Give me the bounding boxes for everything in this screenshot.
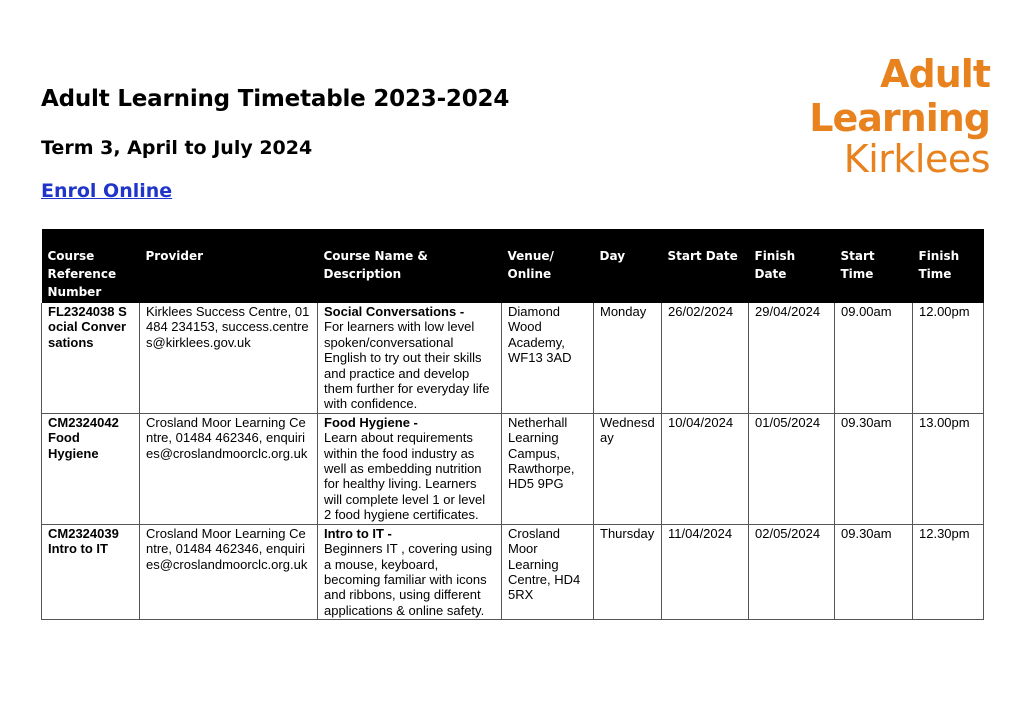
provider: Kirklees Success Centre, 01484 234153, success.centres@kirklees.gov.uk (140, 303, 318, 413)
start-time: 09.30am (835, 524, 913, 619)
day: Monday (594, 303, 662, 413)
adult-learning-kirklees-logo (690, 52, 990, 181)
finish-date: 29/04/2024 (749, 303, 835, 413)
course-description: For learners with low level spoken/conversational English to try out their skills and practice and develop them further for everyday life with confidence. (324, 319, 490, 412)
course-cell (318, 524, 502, 619)
col-finish-time: Finish Time (913, 229, 984, 303)
venue: Crosland Moor Learning Centre, HD4 5RX (502, 524, 594, 619)
day: Thursday (594, 524, 662, 619)
finish-date: 01/05/2024 (749, 413, 835, 524)
course-ref: CM2324039 Intro to IT (42, 524, 140, 619)
col-venue: Venue/ Online (502, 229, 594, 303)
col-course-name: Course Name & Description (318, 229, 502, 303)
col-start-time: Start Time (835, 229, 913, 303)
start-time: 09.00am (835, 303, 913, 413)
start-date: 10/04/2024 (662, 413, 749, 524)
table-row (42, 524, 984, 619)
course-cell (318, 303, 502, 413)
start-date: 11/04/2024 (662, 524, 749, 619)
finish-time: 12.30pm (913, 524, 984, 619)
venue: Diamond Wood Academy, WF13 3AD (502, 303, 594, 413)
col-provider: Provider (140, 229, 318, 303)
provider: Crosland Moor Learning Centre, 01484 462346, enquiries@croslandmoorclc.org.uk (140, 524, 318, 619)
col-day: Day (594, 229, 662, 303)
finish-time: 12.00pm (913, 303, 984, 413)
col-course-ref: Course Reference Number (42, 229, 140, 303)
course-description: Beginners IT , covering using a mouse, keyboard, becoming familiar with icons and ribbons, using different applications & online safety. (324, 541, 493, 618)
course-name: Food Hygiene - (324, 414, 418, 430)
finish-time: 13.00pm (913, 413, 984, 524)
course-cell (318, 413, 502, 524)
course-ref: FL2324038 Social Conversations (42, 303, 140, 413)
course-name: Social Conversations - (324, 304, 465, 319)
timetable (41, 229, 984, 620)
course-ref: CM2324042 Food Hygiene (42, 413, 140, 524)
header-row (42, 229, 984, 303)
logo-line-1: Adult Learning (809, 52, 990, 140)
table-row (42, 413, 984, 524)
col-start-date: Start Date (662, 229, 749, 303)
table-row (42, 303, 984, 413)
col-finish-date: Finish Date (749, 229, 835, 303)
provider: Crosland Moor Learning Centre, 01484 462346, enquiries@croslandmoorclc.org.uk (140, 413, 318, 524)
venue: Netherhall Learning Campus, Rawthorpe, HD5 9PG (502, 413, 594, 524)
enrol-online-link[interactable]: Enrol Online (41, 180, 173, 202)
day: Wednesday (594, 413, 662, 524)
course-name: Intro to IT - (324, 525, 392, 541)
start-date: 26/02/2024 (662, 303, 749, 413)
term-subtitle: Term 3, April to July 2024 (41, 137, 313, 159)
course-description: Learn about requirements within the food industry as well as embedding nutrition for healthy living. Learners will complete level 1 or level 2 food hygiene certificates. (324, 430, 486, 523)
finish-date: 02/05/2024 (749, 524, 835, 619)
start-time: 09.30am (835, 413, 913, 524)
logo-line-2: Kirklees (843, 137, 990, 181)
page-title: Adult Learning Timetable 2023-2024 (41, 86, 510, 112)
